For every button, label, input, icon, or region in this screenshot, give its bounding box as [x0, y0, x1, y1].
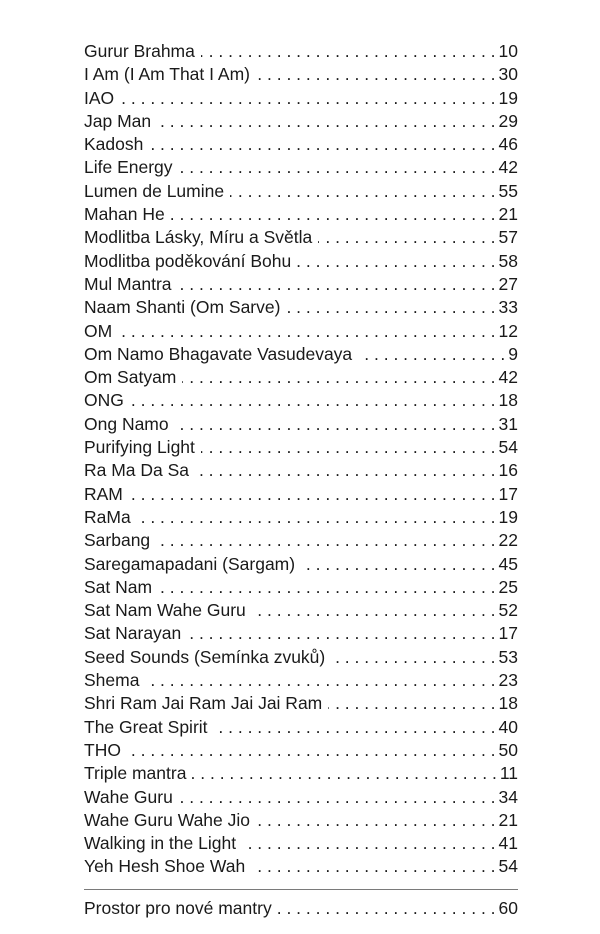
toc-entry-title: Modlitba poděkování Bohu — [84, 250, 292, 271]
toc-entry-title: Shema — [84, 670, 140, 691]
toc-entry-title: Om Satyam — [84, 367, 177, 388]
dot-leader — [127, 739, 496, 762]
dot-leader — [242, 832, 495, 855]
dot-leader — [328, 692, 495, 715]
dot-leader — [137, 506, 496, 529]
dot-leader — [195, 459, 495, 482]
toc-entry-page: 42 — [498, 157, 518, 178]
toc-entry-title: The Great Spirit — [84, 716, 208, 737]
dot-leader — [156, 529, 495, 552]
toc-entry[interactable] — [84, 739, 518, 762]
dot-leader — [201, 436, 496, 459]
toc-entry[interactable] — [84, 366, 518, 389]
toc-entry[interactable] — [84, 506, 518, 529]
dot-leader — [252, 599, 496, 622]
toc-entry-title: Mul Mantra — [84, 273, 172, 294]
toc-entry-page: 60 — [498, 898, 518, 918]
toc-entry[interactable] — [84, 599, 518, 622]
toc-entry-title: OM — [84, 320, 113, 341]
toc-entry[interactable] — [84, 226, 518, 249]
toc-entry[interactable] — [84, 483, 518, 506]
toc-entry-page: 25 — [498, 576, 518, 597]
toc-entry-title: Modlitba Lásky, Míru a Světla — [84, 227, 313, 248]
toc-entry[interactable] — [84, 762, 518, 785]
toc-entry-page: 34 — [498, 786, 518, 807]
dot-leader — [256, 809, 496, 832]
toc-entry-title: Gurur Brahma — [84, 41, 195, 61]
dot-leader — [214, 716, 496, 739]
toc-entry[interactable] — [84, 413, 518, 436]
toc-entry-page: 55 — [498, 180, 518, 201]
dot-leader — [256, 63, 496, 86]
toc-entry[interactable] — [84, 87, 518, 110]
dot-leader — [145, 669, 495, 692]
table-of-contents — [84, 40, 518, 879]
dot-leader — [129, 483, 496, 506]
toc-entry[interactable] — [84, 40, 518, 63]
dot-leader — [230, 180, 495, 203]
dot-leader — [179, 156, 496, 179]
toc-entry-title: Saregamapadani (Sargam) — [84, 553, 296, 574]
toc-entry-title: Walking in the Light — [84, 833, 237, 854]
toc-entry-page: 31 — [498, 413, 518, 434]
toc-entry[interactable] — [84, 716, 518, 739]
toc-entry-title: Triple mantra — [84, 763, 187, 784]
toc-entry-page: 23 — [498, 670, 518, 691]
toc-entry-title: Kadosh — [84, 134, 144, 155]
toc-entry-title: Yeh Hesh Shoe Wah — [84, 856, 246, 877]
dot-leader — [149, 133, 495, 156]
dot-leader — [286, 296, 495, 319]
toc-entry-page: 57 — [498, 227, 518, 248]
toc-entry-title: Wahe Guru Wahe Jio — [84, 809, 250, 830]
dot-leader — [179, 786, 496, 809]
toc-entry-title: Lumen de Lumine — [84, 180, 225, 201]
toc-entry[interactable] — [84, 553, 518, 576]
toc-entry[interactable] — [84, 296, 518, 319]
toc-entry[interactable] — [84, 273, 518, 296]
toc-entry-title: THO — [84, 739, 121, 760]
dot-leader — [301, 553, 495, 576]
toc-entry-page: 52 — [498, 600, 518, 621]
toc-entry[interactable] — [84, 459, 518, 482]
toc-entry[interactable] — [84, 809, 518, 832]
toc-entry-page: 40 — [498, 716, 518, 737]
toc-entry-title: Seed Sounds (Semínka zvuků) — [84, 646, 326, 667]
toc-entry-title: Sat Nam Wahe Guru — [84, 600, 246, 621]
toc-entry-page: 33 — [498, 297, 518, 318]
dot-leader — [175, 413, 496, 436]
dot-leader — [278, 897, 496, 920]
toc-entry-title: RaMa — [84, 506, 131, 527]
toc-entry-page: 46 — [498, 134, 518, 155]
toc-entry-page: 54 — [498, 856, 518, 877]
toc-entry-title: Ong Namo — [84, 413, 169, 434]
toc-entry-page: 29 — [498, 110, 518, 131]
toc-entry-title: RAM — [84, 483, 123, 504]
toc-entry[interactable] — [84, 203, 518, 226]
toc-entry-title: IAO — [84, 87, 115, 108]
toc-entry-title: Ra Ma Da Sa — [84, 460, 190, 481]
toc-entry[interactable] — [84, 786, 518, 809]
dot-leader — [118, 320, 495, 343]
dot-leader — [158, 576, 495, 599]
toc-entry[interactable] — [84, 855, 518, 878]
toc-entry-page: 17 — [498, 483, 518, 504]
toc-entry[interactable] — [84, 832, 518, 855]
toc-entry[interactable] — [84, 389, 518, 412]
toc-entry-page: 30 — [498, 64, 518, 85]
dot-leader — [251, 855, 495, 878]
toc-entry-title: Om Namo Bhagavate Vasudevaya — [84, 343, 353, 364]
toc-entry-page: 18 — [498, 693, 518, 714]
toc-entry-title: Shri Ram Jai Ram Jai Jai Ram — [84, 693, 323, 714]
toc-entry-title: Life Energy — [84, 157, 173, 178]
dot-leader — [331, 646, 495, 669]
toc-entry-page: 41 — [498, 833, 518, 854]
dot-leader — [120, 87, 495, 110]
toc-entry[interactable] — [84, 529, 518, 552]
dot-leader — [201, 40, 496, 63]
extra-section — [84, 897, 518, 920]
toc-entry-title: Sarbang — [84, 530, 151, 551]
toc-entry-page: 50 — [498, 739, 518, 760]
toc-entry-page: 58 — [498, 250, 518, 271]
toc-entry-title: Mahan He — [84, 204, 165, 225]
toc-entry[interactable] — [84, 622, 518, 645]
dot-leader — [178, 273, 496, 296]
dot-leader — [130, 389, 496, 412]
toc-entry-title: Wahe Guru — [84, 786, 173, 807]
dot-leader — [358, 343, 505, 366]
toc-entry-page: 45 — [498, 553, 518, 574]
toc-entry-page: 17 — [498, 623, 518, 644]
toc-entry-page: 22 — [498, 530, 518, 551]
toc-entry[interactable] — [84, 646, 518, 669]
toc-entry-title: Naam Shanti (Om Sarve) — [84, 297, 281, 318]
section-divider — [84, 889, 518, 890]
toc-entry-title: Purifying Light — [84, 437, 195, 458]
dot-leader — [157, 110, 495, 133]
toc-entry[interactable] — [84, 436, 518, 459]
toc-entry[interactable] — [84, 320, 518, 343]
toc-entry[interactable] — [84, 133, 518, 156]
toc-entry-page: 19 — [498, 87, 518, 108]
toc-entry[interactable] — [84, 343, 518, 366]
dot-leader — [297, 250, 495, 273]
toc-entry-page: 9 — [508, 343, 518, 364]
toc-entry[interactable] — [84, 180, 518, 203]
toc-entry[interactable] — [84, 692, 518, 715]
toc-entry[interactable] — [84, 669, 518, 692]
toc-entry-page: 11 — [499, 763, 518, 784]
toc-entry-page: 10 — [498, 41, 518, 61]
toc-entry-title: Jap Man — [84, 110, 152, 131]
toc-entry-title: ONG — [84, 390, 124, 411]
toc-entry-page: 42 — [498, 367, 518, 388]
toc-entry-page: 21 — [498, 809, 518, 830]
toc-entry-title: Sat Narayan — [84, 623, 182, 644]
dot-leader — [187, 622, 495, 645]
dot-leader — [192, 762, 496, 785]
toc-entry-page: 19 — [498, 506, 518, 527]
toc-entry-page: 54 — [498, 437, 518, 458]
dot-leader — [318, 226, 495, 249]
toc-entry-extra[interactable] — [84, 897, 518, 920]
toc-entry-page: 18 — [498, 390, 518, 411]
toc-entry-page: 27 — [498, 273, 518, 294]
toc-entry-page: 16 — [498, 460, 518, 481]
toc-entry[interactable] — [84, 576, 518, 599]
toc-entry[interactable] — [84, 110, 518, 133]
toc-entry[interactable] — [84, 63, 518, 86]
toc-entry-title: Prostor pro nové mantry — [84, 898, 272, 918]
dot-leader — [171, 203, 496, 226]
toc-entry-title: I Am (I Am That I Am) — [84, 64, 250, 85]
toc-entry-title: Sat Nam — [84, 576, 153, 597]
dot-leader — [182, 366, 495, 389]
toc-entry[interactable] — [84, 156, 518, 179]
toc-entry-page: 12 — [498, 320, 518, 341]
toc-entry-page: 53 — [498, 646, 518, 667]
toc-entry-page: 21 — [498, 204, 518, 225]
toc-entry[interactable] — [84, 250, 518, 273]
